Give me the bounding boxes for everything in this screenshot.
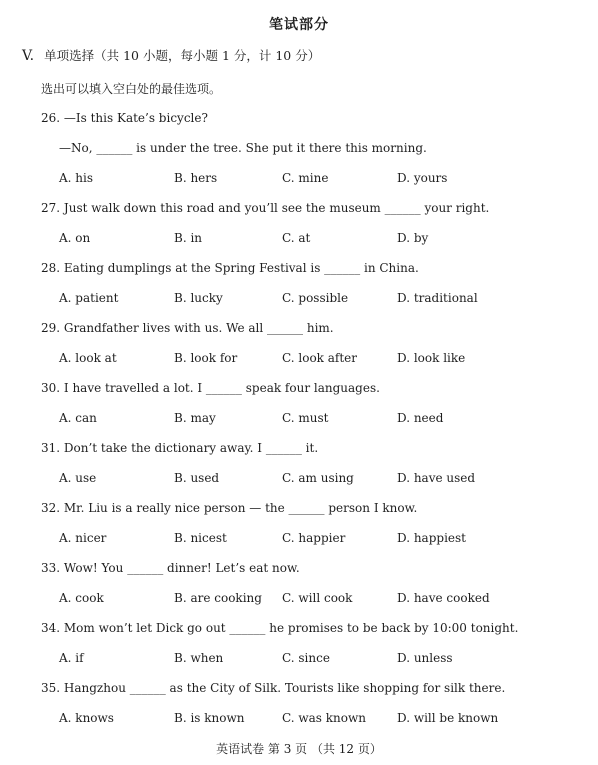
option-d: D. need [397, 411, 444, 425]
option-d: D. unless [397, 651, 453, 665]
page-footer: 英语试卷 第 3 页 （共 12 页） [216, 742, 382, 756]
question-text: 33. Wow! You ______ dinner! Let’s eat now. [41, 561, 300, 575]
option-a: A. his [59, 171, 94, 185]
page-title: 笔试部分 [269, 17, 329, 33]
option-d: D. have cooked [397, 591, 490, 605]
option-a: A. knows [59, 711, 114, 725]
option-b: B. nicest [174, 531, 227, 545]
option-a: A. can [59, 411, 97, 425]
question-text: 30. I have travelled a lot. I ______ speak four languages. [41, 381, 380, 395]
option-b: B. in [174, 231, 203, 245]
option-b: B. when [174, 651, 224, 665]
section-heading [22, 46, 320, 64]
option-b: B. look for [174, 351, 238, 365]
option-d: D. traditional [397, 291, 478, 305]
option-c: C. was known [282, 711, 367, 725]
question-text: 35. Hangzhou ______ as the City of Silk. Tourists like shopping for silk there. [41, 681, 506, 695]
question-text: 34. Mom won’t let Dick go out ______ he promises to be back by 10:00 tonight. [41, 621, 519, 635]
option-b: B. lucky [174, 291, 223, 305]
option-a: A. patient [59, 291, 119, 305]
question-text: 29. Grandfather lives with us. We all ______ him. [41, 321, 334, 335]
option-b: B. used [174, 471, 220, 485]
option-c: C. mine [282, 171, 329, 185]
section-title: 单项选择（共 10 小题，每小题 1 分，计 10 分） [44, 48, 321, 63]
option-c: C. am using [282, 471, 354, 485]
option-a: A. nicer [59, 531, 107, 545]
question-text-continued: —No, ______ is under the tree. She put it there this morning. [59, 141, 427, 155]
option-b: B. may [174, 411, 216, 425]
option-a: A. if [59, 651, 84, 665]
option-b: B. hers [174, 171, 218, 185]
option-d: D. yours [397, 171, 448, 185]
option-b: B. is known [174, 711, 245, 725]
option-c: C. possible [282, 291, 349, 305]
option-c: C. happier [282, 531, 346, 545]
option-c: C. will cook [282, 591, 353, 605]
question-text: 28. Eating dumplings at the Spring Festival is ______ in China. [41, 261, 419, 275]
option-c: C. look after [282, 351, 358, 365]
option-a: A. on [59, 231, 91, 245]
question-text: 26. —Is this Kate’s bicycle? [41, 111, 208, 125]
option-d: D. will be known [397, 711, 499, 725]
question-text: 31. Don’t take the dictionary away. I ______ it. [41, 441, 319, 455]
question-text: 32. Mr. Liu is a really nice person — the ______ person I know. [41, 501, 418, 515]
option-d: D. by [397, 231, 429, 245]
option-d: D. happiest [397, 531, 466, 545]
question-text: 27. Just walk down this road and you’ll see the museum ______ your right. [41, 201, 490, 215]
option-c: C. must [282, 411, 329, 425]
option-d: D. look like [397, 351, 466, 365]
option-b: B. are cooking [174, 591, 262, 605]
section-instruction: 选出可以填入空白处的最佳选项。 [41, 82, 222, 96]
section-number: V. [22, 48, 35, 64]
option-c: C. at [282, 231, 311, 245]
option-a: A. look at [59, 351, 117, 365]
option-c: C. since [282, 651, 330, 665]
option-a: A. cook [59, 591, 104, 605]
option-a: A. use [59, 471, 97, 485]
option-d: D. have used [397, 471, 476, 485]
